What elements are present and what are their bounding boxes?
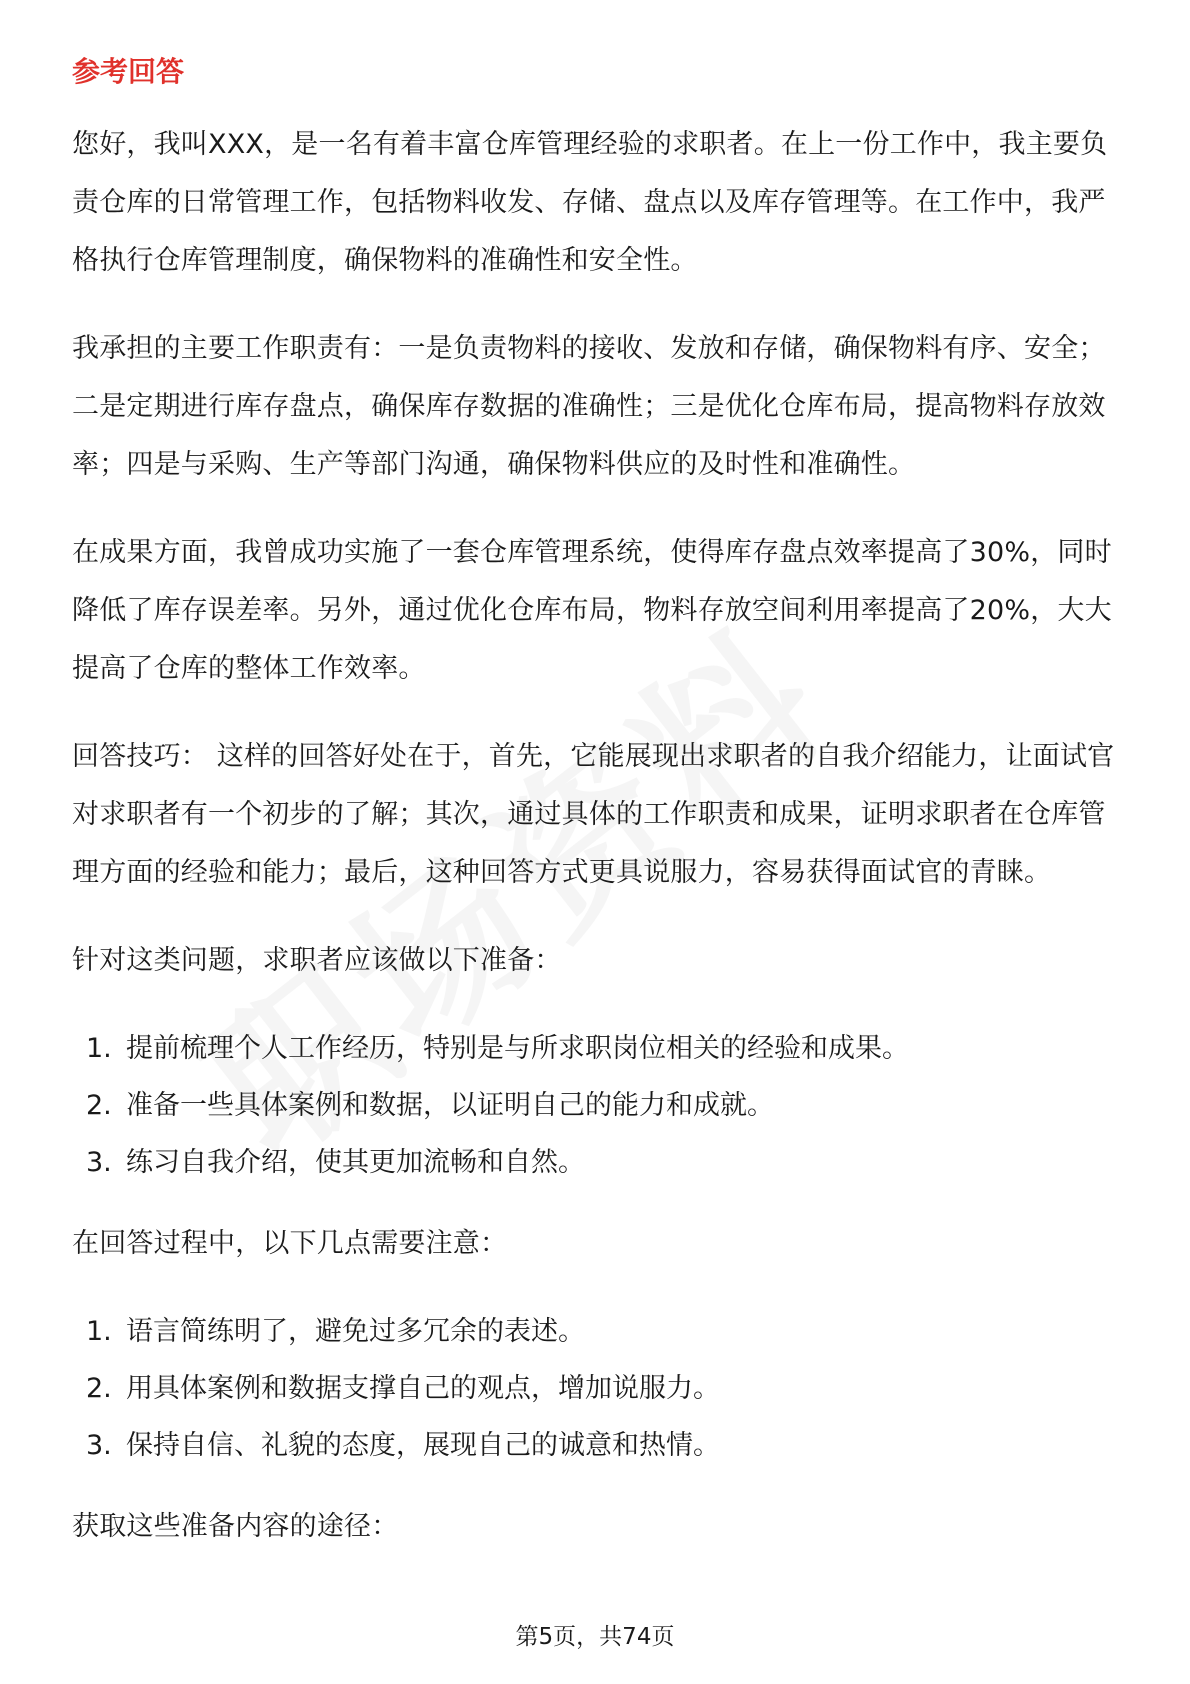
list-item [86,1417,1122,1474]
list-item [86,1303,1122,1360]
page-number-footer: 第5页，共74页 [515,1624,675,1650]
list-item-number: 3. [86,1147,112,1178]
page-content [72,48,1122,1586]
notes-intro-paragraph: 在回答过程中，以下几点需要注意： [72,1228,508,1259]
closing-paragraph: 获取这些准备内容的途径： [72,1511,399,1542]
list-item-text: 准备一些具体案例和数据，以证明自己的能力和成就。 [126,1090,774,1121]
tips-paragraph: 回答技巧： 这样的回答好处在于，首先，它能展现出求职者的自我介绍能力，让面试官对求职者有一个初步的了解；其次，通过具体的工作职责和成果，证明求职者在仓库管理方面的经验和能力；最后，这种回答方式更具说服力，容易获得面试官的青睐。 [72,741,1115,888]
duties-paragraph: 我承担的主要工作职责有：一是负责物料的接收、发放和存储，确保物料有序、安全；二是定期进行库存盘点，确保库存数据的准确性；三是优化仓库布局，提高物料存放效率；四是与采购、生产等部门沟通，确保物料供应的及时性和准确性。 [72,333,1106,480]
list-item-number: 3. [86,1430,112,1461]
list-item-text: 练习自我介绍，使其更加流畅和自然。 [126,1147,585,1178]
list-item [86,1077,1122,1134]
prep-list [72,1020,1122,1191]
results-paragraph: 在成果方面，我曾成功实施了一套仓库管理系统，使得库存盘点效率提高了30%，同时降低了库存误差率。另外，通过优化仓库布局，物料存放空间利用率提高了20%，大大提高了仓库的整体工作效率。 [72,537,1112,684]
section-heading: 参考回答 [72,55,185,88]
prep-intro-paragraph: 针对这类问题，求职者应该做以下准备： [72,945,562,976]
list-item-text: 语言简练明了，避免过多冗余的表述。 [126,1316,585,1347]
list-item [86,1360,1122,1417]
list-item-number: 2. [86,1090,112,1121]
list-item-text: 用具体案例和数据支撑自己的观点，增加说服力。 [126,1373,720,1404]
list-item-number: 2. [86,1373,112,1404]
intro-paragraph: 您好，我叫XXX，是一名有着丰富仓库管理经验的求职者。在上一份工作中，我主要负责仓库的日常管理工作，包括物料收发、存储、盘点以及库存管理等。在工作中，我严格执行仓库管理制度，确保物料的准确性和安全性。 [72,129,1108,276]
list-item-text: 保持自信、礼貌的态度，展现自己的诚意和热情。 [126,1430,720,1461]
list-item-text: 提前梳理个人工作经历，特别是与所求职岗位相关的经验和成果。 [126,1033,909,1064]
list-item [86,1134,1122,1191]
list-item-number: 1. [86,1316,112,1347]
list-item-number: 1. [86,1033,112,1064]
notes-list [72,1303,1122,1474]
list-item [86,1020,1122,1077]
